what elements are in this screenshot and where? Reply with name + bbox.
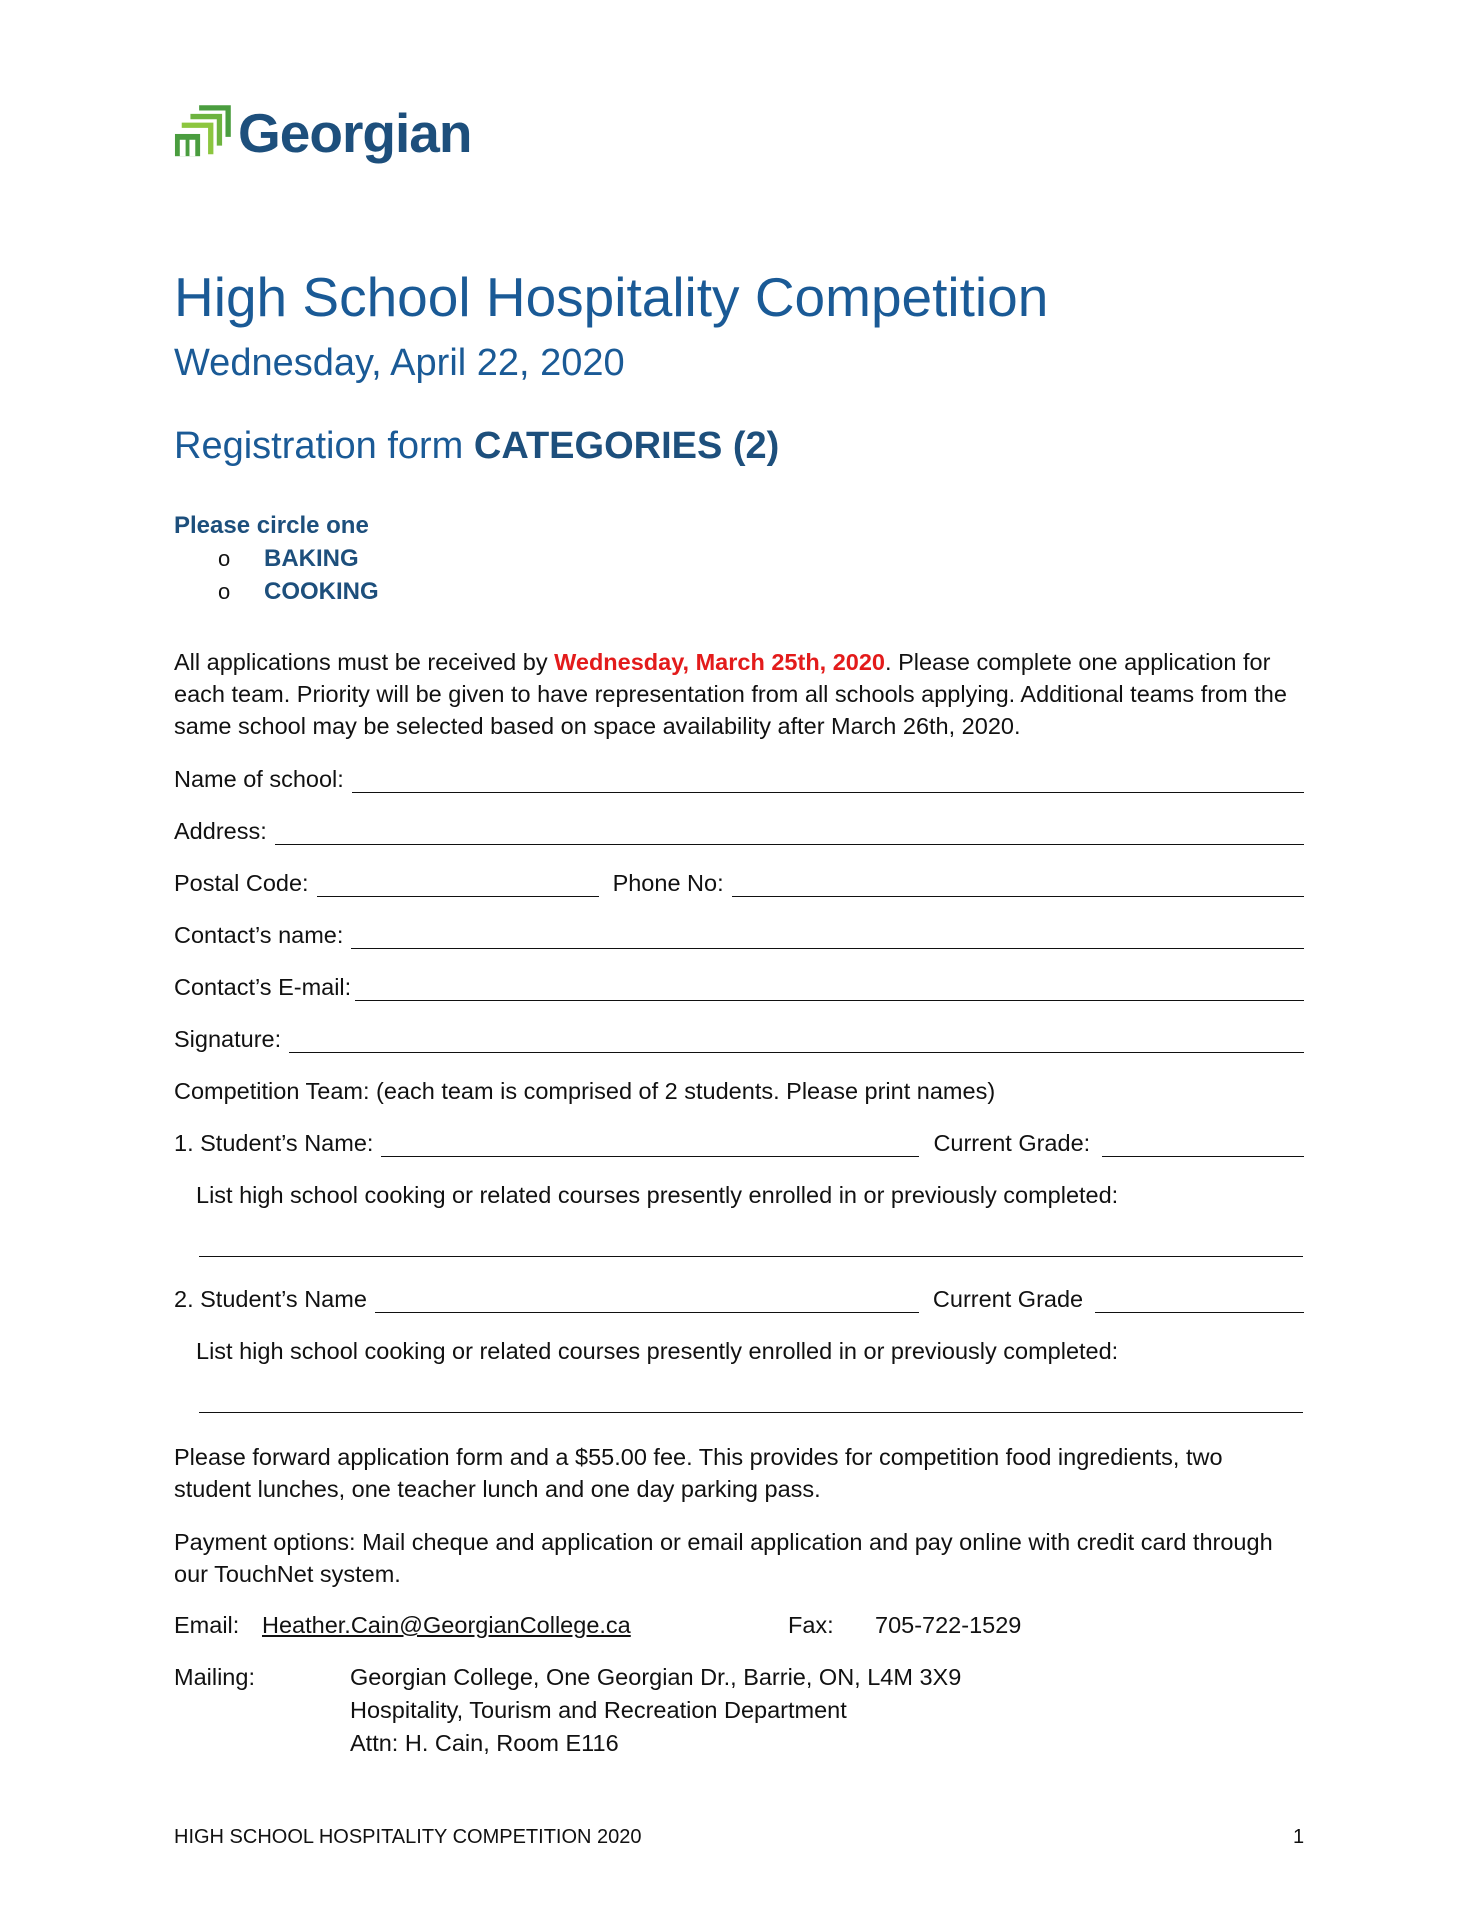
contact-email-label: Contact’s E-mail: xyxy=(174,974,352,1000)
contact-name-row xyxy=(174,922,1304,949)
student-1-name-field[interactable] xyxy=(381,1132,919,1157)
page-number: 1 xyxy=(1293,1826,1305,1848)
phone-label: Phone No: xyxy=(612,870,724,896)
mailing-line-2: Hospitality, Tourism and Recreation Department xyxy=(350,1697,847,1723)
team-note-text: Competition Team: (each team is comprised of 2 students. Please print names) xyxy=(174,1078,996,1104)
contact-email-field[interactable] xyxy=(355,976,1304,1001)
student-2-name-field[interactable] xyxy=(375,1288,919,1313)
circle-instruction: Please circle one xyxy=(174,512,369,539)
team-note xyxy=(174,1078,1304,1105)
page-title: High School Hospitality Competition xyxy=(174,266,1049,328)
category-option-baking[interactable] xyxy=(218,545,359,573)
student-1-row xyxy=(174,1130,1304,1157)
address-row xyxy=(174,818,1304,845)
signature-label: Signature: xyxy=(174,1026,282,1052)
intro-after: . Please complete one application for each team. Priority will be given to have representation from all schools applying. Additional teams from the same school may be selected based on space availability after March 26th, 2020. xyxy=(174,649,1287,739)
student-2-row xyxy=(174,1286,1304,1313)
student-1-courses-prompt: List high school cooking or related courses presently enrolled in or previously completed: xyxy=(196,1182,1119,1208)
mailing-line-3: Attn: H. Cain, Room E116 xyxy=(350,1730,619,1756)
fax-label: Fax: xyxy=(788,1612,834,1638)
signature-field[interactable] xyxy=(289,1028,1304,1053)
student-2-courses-field[interactable] xyxy=(199,1412,1303,1413)
phone-field[interactable] xyxy=(732,872,1304,897)
student-2-courses-prompt: List high school cooking or related courses presently enrolled in or previously completed: xyxy=(196,1338,1119,1364)
student-2-grade-field[interactable] xyxy=(1095,1288,1304,1313)
email-link[interactable]: Heather.Cain@GeorgianCollege.ca xyxy=(262,1612,631,1638)
payment-paragraph: Payment options: Mail cheque and application or email application and pay online with credit card through our TouchNet system. xyxy=(174,1529,1273,1587)
student-1-grade-label: Current Grade: xyxy=(933,1130,1091,1156)
school-name-label: Name of school: xyxy=(174,766,344,792)
contact-name-label: Contact’s name: xyxy=(174,922,344,948)
student-1-courses-field[interactable] xyxy=(199,1256,1303,1257)
student-2-grade-label: Current Grade xyxy=(932,1286,1084,1312)
fax-number: 705-722-1529 xyxy=(875,1612,1022,1638)
registration-categories: CATEGORIES (2) xyxy=(473,425,780,467)
bullet-icon: o xyxy=(218,579,231,604)
school-name-row xyxy=(174,766,1304,793)
georgian-logo-icon xyxy=(174,104,232,162)
category-label: BAKING xyxy=(264,545,359,572)
footer-title: HIGH SCHOOL HOSPITALITY COMPETITION 2020 xyxy=(174,1826,642,1848)
contact-email-row xyxy=(174,974,1304,1001)
category-option-cooking[interactable] xyxy=(218,578,379,606)
postal-phone-row xyxy=(174,870,1304,897)
contact-name-field[interactable] xyxy=(351,924,1304,949)
category-label: COOKING xyxy=(264,578,379,605)
event-date: Wednesday, April 22, 2020 xyxy=(174,342,625,384)
school-name-field[interactable] xyxy=(352,768,1304,793)
mailing-label: Mailing: xyxy=(174,1664,255,1690)
logo-wordmark: Georgian xyxy=(238,101,472,164)
bullet-icon: o xyxy=(218,546,231,571)
student-2-name-label: 2. Student’s Name xyxy=(174,1286,367,1312)
email-label: Email: xyxy=(174,1612,240,1638)
student-1-grade-field[interactable] xyxy=(1102,1132,1304,1157)
address-label: Address: xyxy=(174,818,267,844)
address-field[interactable] xyxy=(275,820,1304,845)
fee-paragraph: Please forward application form and a $55.00 fee. This provides for competition food ingredients, two student lunches, one teacher lunch and one day parking pass. xyxy=(174,1444,1223,1502)
mailing-line-1: Georgian College, One Georgian Dr., Barrie, ON, L4M 3X9 xyxy=(350,1664,962,1690)
georgian-logo xyxy=(174,101,472,164)
postal-code-label: Postal Code: xyxy=(174,870,309,896)
intro-paragraph xyxy=(174,646,1300,742)
registration-prefix: Registration form xyxy=(174,425,464,467)
postal-code-field[interactable] xyxy=(317,872,599,897)
student-1-name-label: 1. Student’s Name: xyxy=(174,1130,374,1156)
deadline-date: Wednesday, March 25th, 2020 xyxy=(554,649,886,675)
registration-heading xyxy=(174,425,779,468)
signature-row xyxy=(174,1026,1304,1053)
intro-before: All applications must be received by xyxy=(174,649,548,675)
